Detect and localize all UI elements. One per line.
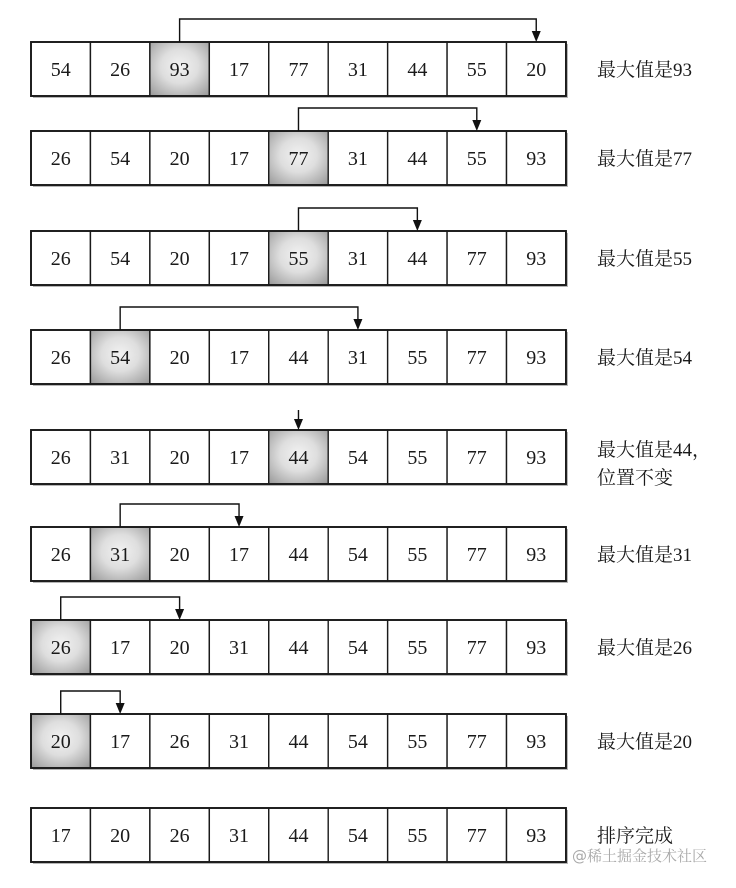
swap-arrow: [298, 108, 476, 131]
cell-value: 17: [229, 59, 250, 81]
cell-value: 20: [526, 59, 547, 81]
swap-arrow: [298, 208, 417, 231]
cell-value: 31: [347, 59, 368, 81]
cell-value: 55: [407, 637, 428, 659]
row-label: 最大值是54: [597, 348, 693, 369]
cell-value: 54: [347, 447, 368, 469]
cell-value: 93: [526, 731, 547, 753]
cell-value: 77: [466, 347, 487, 369]
cell-value: 44: [288, 544, 309, 566]
cell-value: 26: [50, 544, 71, 566]
cell-value: 26: [50, 248, 71, 270]
cell-value: 20: [169, 347, 190, 369]
arrowhead: [472, 120, 481, 131]
arrowhead: [353, 319, 362, 330]
cell-value: 31: [347, 248, 368, 270]
cell-value: 26: [169, 731, 190, 753]
cell-value: 54: [347, 544, 368, 566]
array-row: [31, 410, 711, 489]
swap-arrow: [61, 597, 180, 620]
cell-value: 54: [347, 731, 368, 753]
cell-value: 31: [229, 637, 250, 659]
cell-value: 20: [110, 825, 131, 847]
cell-value: 20: [169, 637, 190, 659]
rows-layer: [31, 19, 711, 864]
row-label: 最大值是44，: [597, 440, 712, 461]
row-label: 最大值是77: [597, 149, 693, 170]
cell-value: 20: [169, 544, 190, 566]
cell-value: 31: [110, 544, 131, 566]
arrowhead: [116, 703, 125, 714]
cell-value: 55: [466, 148, 487, 170]
cell-value: 26: [50, 637, 71, 659]
cell-value: 20: [50, 731, 71, 753]
cell-value: 54: [347, 825, 368, 847]
arrowhead: [532, 31, 541, 42]
cell-value: 93: [526, 347, 547, 369]
cell-value: 26: [169, 825, 190, 847]
cell-value: 77: [288, 148, 309, 170]
cell-value: 44: [407, 59, 428, 81]
cell-value: 93: [526, 825, 547, 847]
cell-value: 55: [407, 347, 428, 369]
cell-value: 93: [169, 59, 190, 81]
watermark: @稀土掘金技术社区: [572, 847, 708, 865]
array-row: [31, 691, 692, 770]
cell-value: 55: [466, 59, 487, 81]
swap-arrow: [180, 19, 537, 42]
cell-value: 55: [407, 544, 428, 566]
cell-value: 26: [110, 59, 131, 81]
cell-value: 44: [288, 825, 309, 847]
cell-value: 17: [229, 148, 250, 170]
cell-value: 20: [169, 447, 190, 469]
cell-value: 20: [169, 148, 190, 170]
cell-value: 54: [110, 148, 131, 170]
arrowhead: [294, 419, 303, 430]
cell-value: 17: [229, 544, 250, 566]
array-row: [31, 307, 693, 386]
array-row: [31, 19, 692, 98]
cell-value: 93: [526, 447, 547, 469]
cell-value: 44: [288, 447, 309, 469]
cell-value: 26: [50, 347, 71, 369]
cell-value: 93: [526, 544, 547, 566]
cell-value: 44: [288, 347, 309, 369]
cell-value: 31: [110, 447, 131, 469]
cell-value: 44: [288, 731, 309, 753]
cell-value: 26: [50, 447, 71, 469]
cell-value: 44: [407, 148, 428, 170]
cell-value: 55: [407, 731, 428, 753]
cell-value: 17: [110, 731, 131, 753]
cell-value: 54: [110, 248, 131, 270]
row-label: 最大值是31: [597, 545, 693, 566]
swap-arrow: [120, 504, 239, 527]
cell-value: 31: [229, 731, 250, 753]
array-row: [31, 108, 692, 187]
cell-value: 77: [466, 731, 487, 753]
arrowhead: [175, 609, 184, 620]
cell-value: 54: [110, 347, 131, 369]
arrowhead: [235, 516, 244, 527]
cell-value: 77: [466, 544, 487, 566]
arrowhead: [413, 220, 422, 231]
cell-value: 17: [229, 248, 250, 270]
cell-value: 20: [169, 248, 190, 270]
row-label: 最大值是93: [597, 60, 693, 81]
cell-value: 17: [229, 347, 250, 369]
cell-value: 17: [229, 447, 250, 469]
cell-value: 55: [407, 447, 428, 469]
cell-value: 26: [50, 148, 71, 170]
cell-value: 77: [466, 248, 487, 270]
cell-value: 44: [407, 248, 428, 270]
row-label: 最大值是26: [597, 638, 693, 659]
cell-value: 93: [526, 148, 547, 170]
cell-value: 31: [229, 825, 250, 847]
cell-value: 77: [466, 637, 487, 659]
cell-value: 54: [347, 637, 368, 659]
cell-value: 93: [526, 637, 547, 659]
cell-value: 93: [526, 248, 547, 270]
cell-value: 17: [110, 637, 131, 659]
swap-arrow: [120, 307, 358, 330]
cell-value: 54: [50, 59, 71, 81]
array-row: [31, 597, 692, 676]
swap-arrow: [61, 691, 120, 714]
array-row: [31, 208, 692, 287]
cell-value: 31: [347, 347, 368, 369]
cell-value: 77: [466, 447, 487, 469]
array-row: [31, 504, 692, 583]
row-label: 位置不变: [597, 468, 674, 489]
cell-value: 31: [347, 148, 368, 170]
row-label: 最大值是55: [597, 249, 693, 270]
cell-value: 44: [288, 637, 309, 659]
cell-value: 55: [288, 248, 309, 270]
row-label: 排序完成: [597, 826, 674, 847]
row-label: 最大值是20: [597, 732, 693, 753]
cell-value: 55: [407, 825, 428, 847]
cell-value: 77: [466, 825, 487, 847]
cell-value: 77: [288, 59, 309, 81]
cell-value: 17: [50, 825, 71, 847]
